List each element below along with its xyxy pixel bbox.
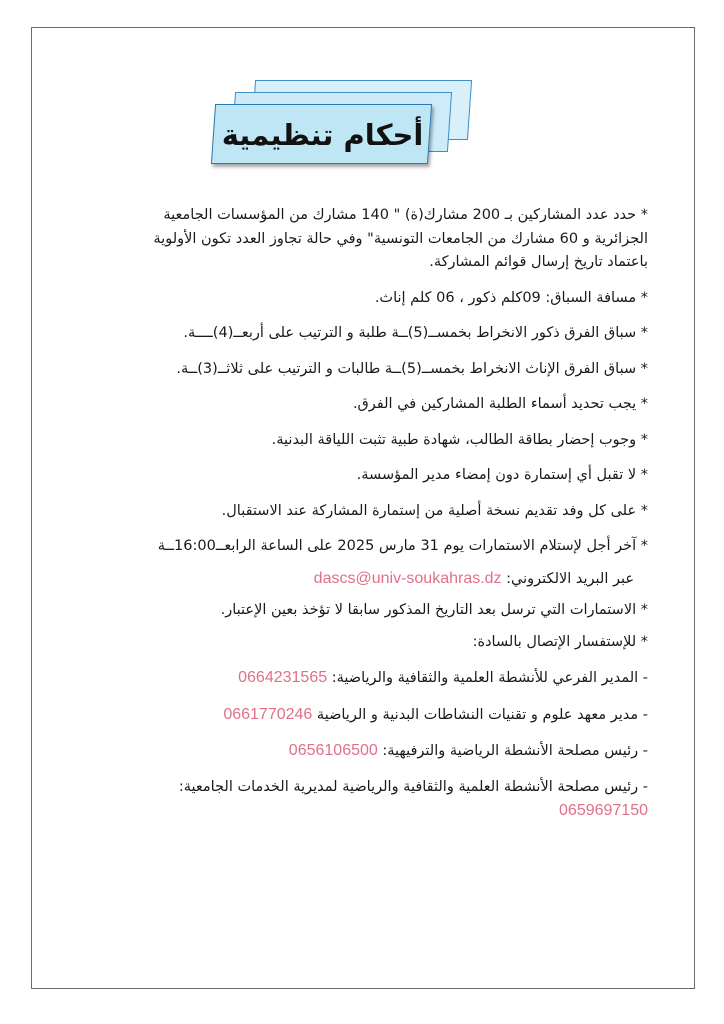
contact-label: - مدير معهد علوم و تقنيات النشاطات البدنية و الرياضية xyxy=(316,706,648,723)
email-label: عبر البريد الالكتروني: xyxy=(506,570,634,587)
title-banner xyxy=(205,80,470,185)
contact-item xyxy=(100,703,648,728)
rule-no-form: * لا تقبل أي إستمارة دون إمضاء مدير المؤسسة. xyxy=(356,467,648,483)
rule-women-teams: * سباق الفرق الإناث الانخراط بخمســ(5)ــة طالبات و الترتيب على ثلاثــ(3)ــة. xyxy=(176,360,648,377)
contact-label: - المدير الفرعي للأنشطة العلمية والثقافية والرياضية: xyxy=(331,670,648,686)
contact-phone[interactable]: 0664231565 xyxy=(238,669,328,686)
rule-men-teams: * سباق الفرق ذكور الانخراط بخمســ(5)ــة طلبة و الترتيب على أربعــ(4)ــــة. xyxy=(183,325,648,341)
page-title: أحكام تنظيمية xyxy=(221,118,424,152)
rule-inquiry: * للإستفسار الإتصال بالسادة: xyxy=(472,633,648,650)
contact-phone[interactable]: 0661770246 xyxy=(223,705,313,723)
rule-participants xyxy=(100,204,648,275)
participants-line-2: الجزائرية و 60 مشارك من الجامعات التونسية" وفي حالة تجاوز العدد تكون الأولوية xyxy=(153,230,648,247)
email-link[interactable]: dascs@univ-soukahras.dz xyxy=(313,569,502,587)
participants-line-3: باعتماد تاريخ إرسال قوائم المشاركة. xyxy=(429,254,648,270)
rule-names: * يجب تحديد أسماء الطلبة المشاركين في الفرق. xyxy=(352,396,648,412)
rules-list xyxy=(100,204,648,824)
contact-phone[interactable]: 0659697150 xyxy=(559,802,648,819)
email-line xyxy=(100,567,648,592)
rule-late-forms: * الاستمارات التي ترسل بعد التاريخ المذكور سابقا لا تؤخذ بعين الإعتبار. xyxy=(220,602,648,618)
contact-item xyxy=(100,739,648,764)
contact-label: - رئيس مصلحة الأنشطة الرياضية والترفيهية: xyxy=(382,743,648,759)
rule-student-card: * وجوب إحضار بطاقة الطالب، شهادة طبية تثبت اللياقة البدنية. xyxy=(271,431,648,448)
contact-phone[interactable]: 0656106500 xyxy=(288,742,378,759)
participants-line-1: * حدد عدد المشاركين بـ 200 مشارك(ة) " 140 مشارك من المؤسسات الجامعية xyxy=(163,207,648,223)
rule-deadline: * آخر أجل لإستلام الاستمارات يوم 31 مارس 2025 على الساعة الرابعــ16:00ــة xyxy=(157,538,648,554)
rule-distance: * مسافة السباق: 09كلم ذكور ، 06 كلم إناث. xyxy=(374,289,648,306)
contact-item xyxy=(100,666,648,691)
contact-label: - رئيس مصلحة الأنشطة العلمية والثقافية والرياضية لمديرية الخدمات الجامعية: xyxy=(178,778,648,795)
rule-original-copy: * على كل وفد تقديم نسخة أصلية من إستمارة المشاركة عند الاستقبال. xyxy=(221,502,648,519)
contact-item xyxy=(100,776,648,824)
